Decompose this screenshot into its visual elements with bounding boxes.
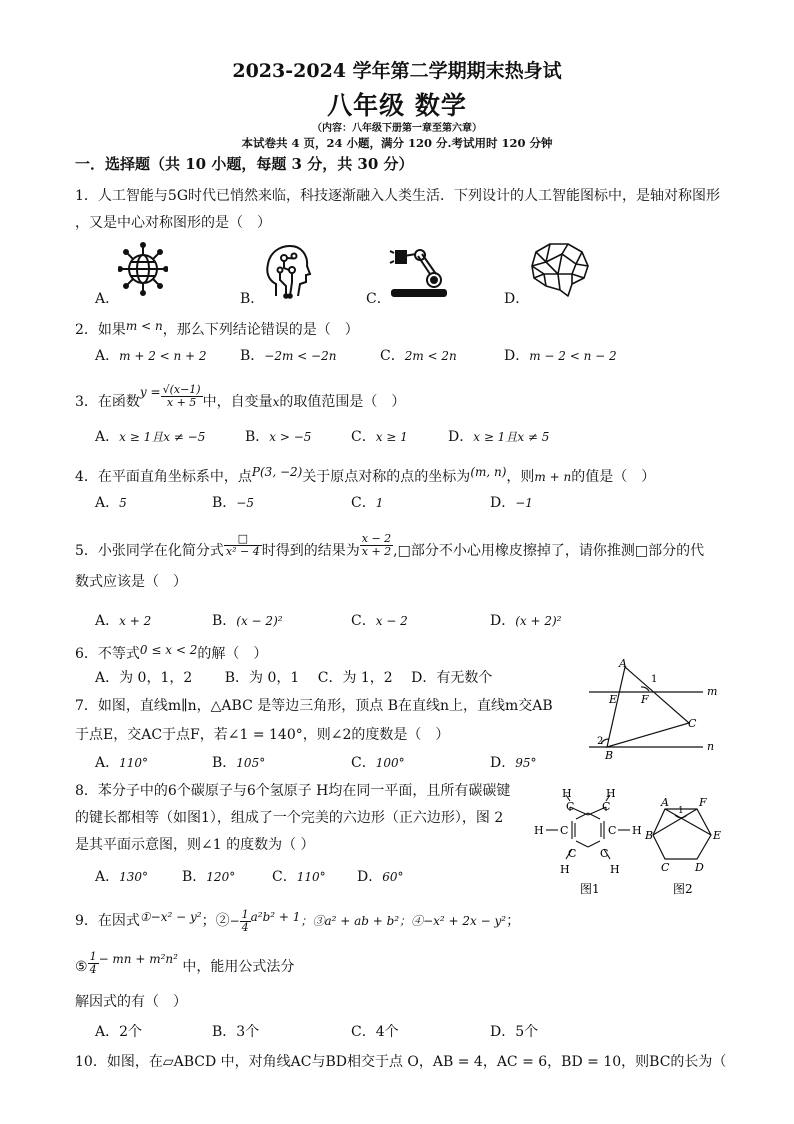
label-b: B [645, 829, 654, 842]
q2-option-a: A．m + 2 < n + 2 [95, 348, 207, 364]
q4-option-a: A．5 [95, 495, 127, 511]
q8-option-b: B．120° [182, 869, 236, 885]
q2-option-d: D．m − 2 < n − 2 [504, 348, 617, 364]
atom-h: H [606, 787, 616, 800]
q3-option-a: A．x ≥ 1且x ≠ −5 [95, 429, 206, 445]
q3-option-d: D．x ≥ 1且x ≠ 5 [448, 429, 550, 445]
label-f: F [641, 693, 649, 706]
figure-1-caption: 图1 [580, 882, 600, 896]
question-3-stem: 3．在函数y = $\frac{√(x-1)}{x + 5}$ 中，自变量x的取值范围是（ ） [75, 382, 406, 410]
q2-option-b: B．−2m < −2n [240, 348, 337, 364]
q8-option-c: C．110° [272, 869, 326, 885]
question-1-line2: ，又是中心对称图形的是（ ） [75, 215, 271, 231]
atom-h: H [562, 787, 572, 800]
question-5-line2: 数式应该是（ ） [75, 574, 187, 590]
label-b: B [605, 749, 614, 762]
q9-option-d: D．5个 [490, 1024, 539, 1040]
q3-function-fraction: $\frac{√(x-1)}{x + 5}$ [162, 382, 201, 409]
atom-h: H [534, 824, 544, 837]
label-e: E [609, 693, 618, 706]
atom-c: C [600, 847, 609, 860]
atom-c: C [602, 800, 611, 813]
hexagon-figure [645, 795, 725, 895]
question-8-line1: 8．苯分子中的6个碳原子与6个氢原子 H均在同一平面，且所有碳碳键 [75, 783, 511, 799]
atom-c: C [560, 824, 569, 837]
globe-virus-icon [118, 242, 168, 297]
question-7-line1: 7．如图，直线m∥n，△ABC 是等边三角形，顶点 B在直线n上，直线m交AB [75, 698, 553, 714]
label-n: n [707, 740, 715, 753]
label-angle-2: 2 [597, 736, 604, 747]
question-8-line2: 的键长都相等（如图1），组成了一个完美的六边形（正六边形），图 2 [75, 810, 504, 826]
question-9-line2: ⑤ $\frac{1}{4}$ − mn + m²n² 中，能用公式法分 [75, 949, 295, 976]
q9-fraction-quarter: $\frac{1}{4}$ [89, 949, 97, 976]
q7-option-a: A．110° [95, 755, 149, 771]
q8-option-a: A．130° [95, 869, 149, 885]
question-7-line2: 于点E，交AC于点F，若∠1 = 140°，则∠2的度数是（ ） [75, 727, 450, 743]
label-f: F [699, 796, 707, 809]
triangle-abc [607, 667, 689, 747]
q9-option-c: C．4个 [351, 1024, 399, 1040]
content-scope: （内容：八年级下册第一章至第六章） [312, 123, 482, 134]
polygon-brain-icon [526, 240, 592, 300]
question-9-line1: 9．在因式①−x² − y²；②− $\frac{1}{4}$ a²b² + 1；③a² + ab + b²；④−x² + 2x − y²； [75, 907, 521, 934]
q4-option-c: C．1 [351, 495, 384, 511]
q9-fraction-quarter: $\frac{1}{4}$ [241, 907, 249, 934]
q7-option-c: C．100° [351, 755, 405, 771]
label-m: m [707, 685, 718, 698]
subject-title: 八年级 数学 [327, 91, 467, 120]
q7-figure [585, 655, 725, 765]
label-a: A [619, 657, 627, 670]
question-1-line1: 1．人工智能与5G时代已悄然来临，科技逐渐融入人类生活．下列设计的人工智能图标中，是轴对称图形 [75, 188, 720, 204]
q6-options: A．为 0，1，2 B．为 0，1 C．为 1，2 D．有无数个 [95, 670, 493, 686]
atom-h: H [560, 863, 570, 876]
question-6-stem: 6．不等式0 ≤ x < 2的解（ ） [75, 643, 268, 662]
q5-fraction-result: $\frac{x - 2}{x + 2}$ [361, 531, 392, 558]
robot-arm-icon [388, 246, 450, 300]
exam-title: 2023-2024 学年第二学期期末热身试 [232, 60, 562, 82]
q8-option-d: D．60° [357, 869, 404, 885]
q1-option-a-label: A． [95, 291, 120, 307]
question-5-stem: 5．小张同学在化简分式 $\frac{□}{\text{x² − 4}}$ 时得到的结果为 $\frac{x - 2}{x + 2}$ ,□部分不小心用橡皮擦掉了，请你推测□部分的代 [75, 531, 705, 559]
q4-option-b: B．−5 [212, 495, 254, 511]
q3-option-b: B．x > −5 [245, 429, 312, 445]
q5-option-c: C．x − 2 [351, 613, 408, 629]
q5-option-a: A．x + 2 [95, 613, 152, 629]
q7-option-d: D．95° [490, 755, 537, 771]
q5-option-d: D．(x + 2)² [490, 613, 562, 629]
q9-option-b: B．3个 [212, 1024, 260, 1040]
atom-c: C [608, 824, 617, 837]
q5-fraction-erased: $\frac{□}{\text{x² − 4}}$ [225, 531, 260, 558]
q4-option-d: D．−1 [490, 495, 533, 511]
q2-option-c: C．2m < 2n [380, 348, 457, 364]
q1-option-b-label: B． [240, 291, 265, 307]
atom-c: C [568, 847, 577, 860]
label-angle-1: 1 [678, 806, 684, 816]
label-a: A [661, 796, 669, 809]
atom-h: H [610, 863, 620, 876]
q3-option-c: C．x ≥ 1 [351, 429, 408, 445]
head-circuit-icon [262, 242, 312, 300]
question-8-line3: 是其平面示意图，则∠1 的度数为（ ） [75, 837, 315, 853]
benzene-figure [532, 785, 644, 897]
label-c: C [688, 717, 697, 730]
q9-option-a: A．2个 [95, 1024, 143, 1040]
question-2-stem: 2．如果m < n，那么下列结论错误的是（ ） [75, 319, 359, 338]
question-9-line3: 解因式的有（ ） [75, 994, 187, 1010]
label-e: E [713, 829, 722, 842]
question-10-line1: 10．如图，在▱ABCD 中，对角线AC与BD相交于点 O，AB = 4，AC = 6，BD = 10，则BC的长为（ [75, 1054, 727, 1070]
q7-option-b: B．105° [212, 755, 266, 771]
label-c: C [661, 861, 670, 874]
atom-c: C [566, 800, 575, 813]
section-heading: 一．选择题（共 10 小题，每题 3 分，共 30 分） [75, 155, 414, 173]
question-4-stem: 4．在平面直角坐标系中，点P(3, −2)关于原点对称的点的坐标为(m, n)，则m + n的值是（ ） [75, 465, 656, 485]
exam-info: 本试卷共 4 页，24 小题，满分 120 分.考试用时 120 分钟 [241, 136, 553, 150]
figure-2-caption: 图2 [673, 882, 693, 895]
atom-h: H [632, 824, 642, 837]
label-angle-1: 1 [651, 674, 658, 685]
label-d: D [695, 861, 704, 874]
q5-option-b: B．(x − 2)² [212, 613, 283, 629]
q1-option-d-label: D． [504, 291, 530, 307]
q1-option-c-label: C． [366, 291, 391, 307]
